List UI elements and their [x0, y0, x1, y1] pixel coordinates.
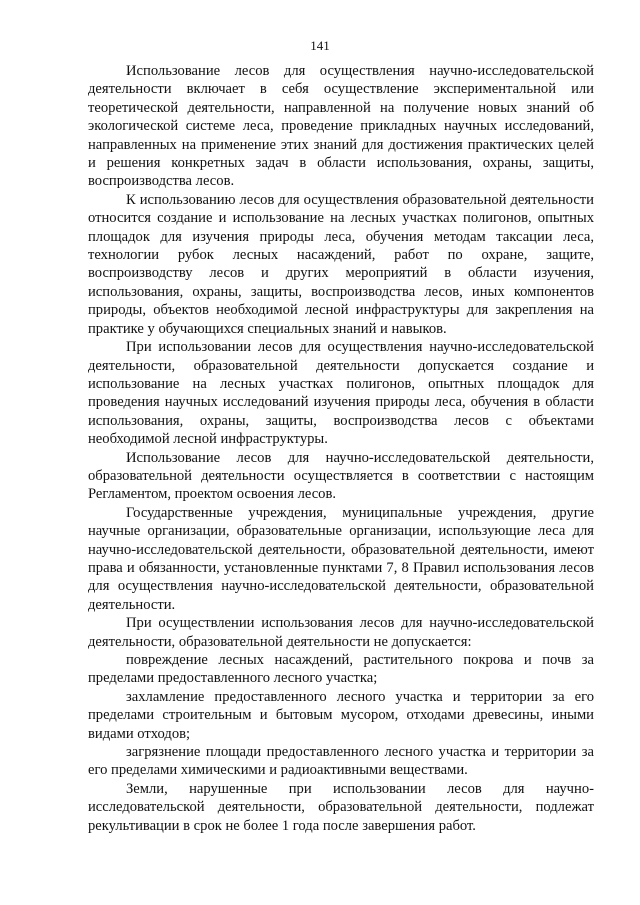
list-item-prohibition-damage: повреждение лесных насаждений, растительного покрова и почв за пределами предоставленного лесного участка; — [88, 652, 594, 687]
page-body — [88, 62, 594, 835]
page-number: 141 — [310, 38, 330, 53]
paragraph-research-definition: Использование лесов для осуществления научно-исследовательской деятельности включает в себя осуществление экспериментальной или теоретической деятельности, направленной на получение новых знаний об экологической системе леса, проведение прикладных научных исследований, направленных на применение этих знаний для достижения практических целей и решения конкретных задач в области использования, охраны, защиты, воспроизводства лесов. — [88, 63, 594, 190]
list-item-prohibition-littering: захламление предоставленного лесного участка и территории за его пределами строительным и бытовым мусором, отходами древесины, иными видами отходов; — [88, 688, 594, 742]
paragraph-rights-obligations: Государственные учреждения, муниципальные учреждения, другие научные организации, образовательные организации, использующие леса для научно-исследовательской деятельности, образовательной деятельности, имеют права и обязанности, установленные пунктами 7, 8 Правил использования лесов для осуществления научно-исследовательской деятельности, образовательной деятельности. — [88, 504, 594, 613]
paragraph-recultivation: Земли, нарушенные при использовании лесов для научно-исследовательской деятельности, образовательной деятельности, подлежат рекультивации в срок не более 1 года после завершения работ. — [88, 780, 594, 834]
paragraph-regulation-basis: Использование лесов для научно-исследовательской деятельности, образовательной деятельности осуществляется в соответствии с настоящим Регламентом, проектом освоения лесов. — [88, 449, 594, 503]
paragraph-prohibitions-intro: При осуществлении использования лесов для научно-исследовательской деятельности, образовательной деятельности не допускается: — [88, 615, 594, 650]
paragraph-education-definition: К использованию лесов для осуществления образовательной деятельности относится создание и использование на лесных участках полигонов, опытных площадок для изучения природы леса, обучения методам таксации леса, технологии рубок лесных насаждений, работ по охране, защите, воспроизводству лесов и других мероприятий в области изучения, использования, охраны, защиты, воспроизводства лесов, иных компонентов природы, объектов необходимой лесной инфраструктуры для закрепления на практике у обучающихся специальных знаний и навыков. — [88, 191, 594, 337]
paragraph-allowed-activities: При использовании лесов для осуществления научно-исследовательской деятельности, образовательной деятельности допускается создание и использование на лесных участках полигонов, опытных площадок для проведения научных исследований изучения природы леса, обучения в области использования, охраны, защиты, воспроизводства лесов с объектами необходимой лесной инфраструктуры. — [88, 339, 594, 448]
list-item-prohibition-pollution: загрязнение площади предоставленного лесного участка и территории за его пределами химическими и радиоактивными веществами. — [88, 744, 594, 779]
